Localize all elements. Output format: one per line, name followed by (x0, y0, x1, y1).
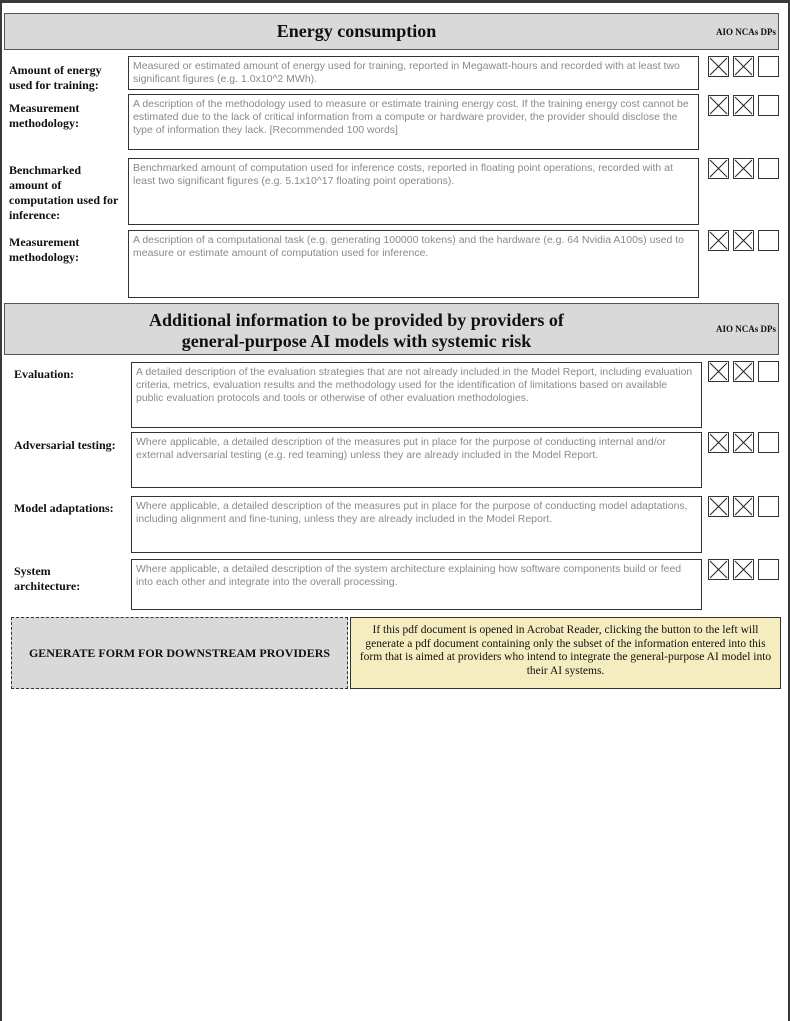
checkbox-dps[interactable] (758, 230, 779, 251)
checkbox-dps[interactable] (758, 432, 779, 453)
row-label-inference-computation: Benchmarked amount of computation used for inference: (9, 163, 119, 222)
checkbox-ncas[interactable] (733, 559, 754, 580)
row-label-evaluation: Evaluation: (14, 367, 75, 381)
checkbox-aio[interactable] (708, 56, 729, 77)
checkbox-aio[interactable] (708, 559, 729, 580)
cross-icon (734, 497, 753, 516)
generate-info-text: If this pdf document is opened in Acrobat Reader, clicking the button to the left will generate a pdf document containing only the subset of the information entered into this form that is aimed at providers who intend to integrate the general-purpose AI model into their AI systems. (350, 617, 781, 689)
checkbox-dps[interactable] (758, 158, 779, 179)
checkbox-ncas[interactable] (733, 95, 754, 116)
checkbox-ncas[interactable] (733, 230, 754, 251)
cross-icon (709, 159, 728, 178)
checkbox-aio[interactable] (708, 158, 729, 179)
checkbox-dps[interactable] (758, 361, 779, 382)
cross-icon (734, 560, 753, 579)
checkbox-dps[interactable] (758, 559, 779, 580)
row-label-energy-methodology: Measurement methodology: (9, 101, 80, 130)
cross-icon (709, 96, 728, 115)
checkbox-dps[interactable] (758, 496, 779, 517)
checkbox-aio[interactable] (708, 230, 729, 251)
checkbox-ncas[interactable] (733, 361, 754, 382)
checkbox-aio[interactable] (708, 432, 729, 453)
checkbox-dps[interactable] (758, 56, 779, 77)
checkbox-ncas[interactable] (733, 432, 754, 453)
energy-section-title: Energy consumption (276, 21, 437, 41)
energy-section-header (4, 13, 779, 50)
cross-icon (734, 231, 753, 250)
cross-icon (734, 96, 753, 115)
adversarial-testing-field[interactable]: Where applicable, a detailed description of the measures put in place for the purpose of conducting internal and/or external adversarial testing (e.g. red teaming) unless they are already included in the Model Report. (131, 432, 702, 488)
inference-computation-field[interactable]: Benchmarked amount of computation used for inference costs, reported in floating point operations, recorded with at least two significant figures (e.g. 5.1x10^17 floating point operations). (128, 158, 699, 225)
column-headings: AIO NCAs DPs (715, 324, 776, 334)
checkbox-dps[interactable] (758, 95, 779, 116)
row-label-system-architecture: System architecture: (14, 564, 81, 593)
cross-icon (734, 159, 753, 178)
energy-methodology-field[interactable]: A description of the methodology used to measure or estimate training energy cost. If the training energy cost cannot be estimated due to the lack of critical information from a compute or hardware provider, the provider should disclose the type of information they lack. [Recommended 100 words] (128, 94, 699, 150)
checkbox-ncas[interactable] (733, 158, 754, 179)
checkbox-aio[interactable] (708, 496, 729, 517)
cross-icon (709, 362, 728, 381)
checkbox-aio[interactable] (708, 361, 729, 382)
systemic-section-title-line2: general-purpose AI models with systemic risk (181, 331, 532, 351)
checkbox-ncas[interactable] (733, 56, 754, 77)
evaluation-field[interactable]: A detailed description of the evaluation strategies that are not already included in the Model Report, including evaluation criteria, metrics, evaluation results and the methodology used for the identification of limitations based on available public evaluation protocols and tools or otherwise of other evaluation methodologies. (131, 362, 702, 428)
row-label-energy-training: Amount of energy used for training: (9, 63, 102, 92)
systemic-section-title-line1: Additional information to be provided by providers of (149, 310, 564, 330)
model-adaptations-field[interactable]: Where applicable, a detailed description of the measures put in place for the purpose of conducting model adaptations, including alignment and fine-tuning, unless they are already included in the Model Report. (131, 496, 702, 553)
system-architecture-field[interactable]: Where applicable, a detailed description of the system architecture explaining how software components build or feed into each other and integrate into the overall processing. (131, 559, 702, 610)
checkbox-ncas[interactable] (733, 496, 754, 517)
cross-icon (709, 231, 728, 250)
cross-icon (709, 57, 728, 76)
row-label-inference-methodology: Measurement methodology: (9, 235, 80, 264)
cross-icon (709, 433, 728, 452)
column-headings: AIO NCAs DPs (715, 27, 776, 37)
left-border (0, 0, 2, 1021)
cross-icon (734, 362, 753, 381)
top-border (0, 0, 790, 3)
checkbox-aio[interactable] (708, 95, 729, 116)
generate-downstream-form-button[interactable]: GENERATE FORM FOR DOWNSTREAM PROVIDERS (11, 617, 348, 689)
cross-icon (734, 57, 753, 76)
row-label-model-adaptations: Model adaptations: (14, 501, 114, 515)
inference-methodology-field[interactable]: A description of a computational task (e.g. generating 100000 tokens) and the hardware (e.g. 64 Nvidia A100s) used to measure or estimate amount of computation used for inference. (128, 230, 699, 298)
systemic-section-header (4, 303, 779, 355)
cross-icon (734, 433, 753, 452)
cross-icon (709, 497, 728, 516)
cross-icon (709, 560, 728, 579)
energy-training-field[interactable]: Measured or estimated amount of energy used for training, reported in Megawatt-hours and recorded with at least two significant figures (e.g. 1.0x10^2 MWh). (128, 56, 699, 90)
row-label-adversarial-testing: Adversarial testing: (14, 438, 116, 452)
